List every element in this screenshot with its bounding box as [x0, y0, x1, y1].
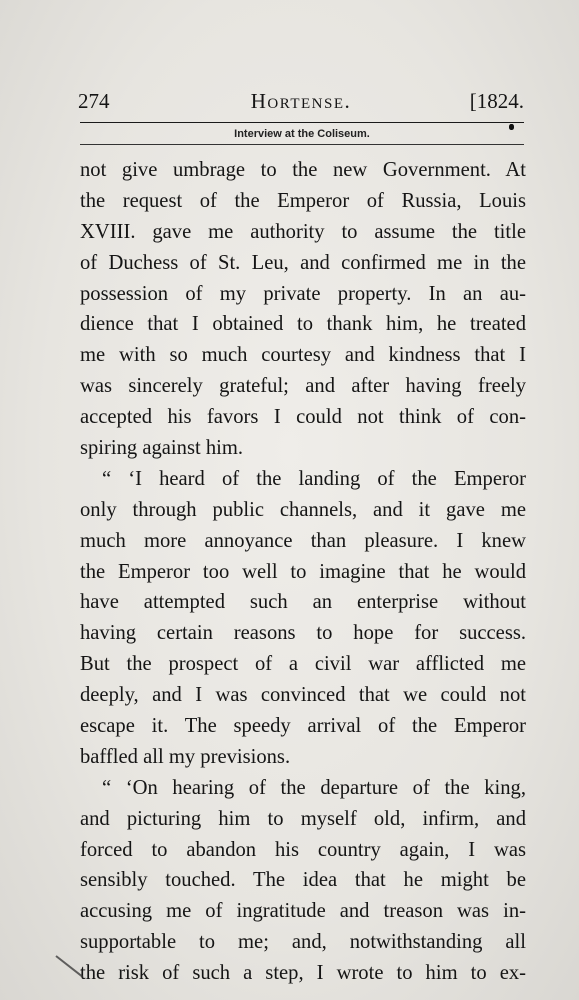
body-text [80, 155, 526, 989]
running-head [78, 86, 524, 116]
text-line: accusing me of ingratitude and treason was in- [80, 900, 526, 923]
text-line: sensibly touched. The idea that he might be [80, 869, 526, 892]
text-line: of Duchess of St. Leu, and confirmed me in the [80, 251, 526, 274]
header-rule [80, 122, 524, 123]
year-marker: [1824. [469, 89, 524, 113]
text-line: dience that I obtained to thank him, he treated [80, 313, 526, 336]
subhead-rule [80, 144, 524, 145]
section-title: Interview at the Coliseum. [234, 128, 370, 140]
text-line: accepted his favors I could not think of con- [80, 406, 526, 429]
text-line: spiring against him. [80, 437, 244, 460]
text-line: not give umbrage to the new Government. At [80, 159, 526, 181]
text-line: “ ‘On hearing of the departure of the king, [102, 776, 526, 799]
text-line: the request of the Emperor of Russia, Louis [80, 189, 526, 212]
text-line: “ ‘I heard of the landing of the Emperor [102, 467, 526, 490]
text-line: deeply, and I was convinced that we could not [80, 684, 526, 707]
text-line: forced to abandon his country again, I was [80, 838, 526, 861]
text-line: the Emperor too well to imagine that he would [80, 560, 526, 583]
text-line: was sincerely grateful; and after having freely [80, 375, 526, 398]
text-line: having certain reasons to hope for success. [80, 622, 526, 645]
book-title: Hortense. [250, 89, 352, 113]
text-line: have attempted such an enterprise without [80, 591, 526, 614]
text-line: the risk of such a step, I wrote to him to ex- [80, 962, 526, 985]
text-line: me with so much courtesy and kindness that I [80, 344, 526, 367]
text-line: much more annoyance than pleasure. I knew [80, 529, 526, 552]
text-line: XVIII. gave me authority to assume the title [80, 220, 526, 243]
text-line: But the prospect of a civil war afflicted me [80, 653, 526, 676]
text-line: baffled all my previsions. [80, 745, 291, 768]
text-line: possession of my private property. In an au- [80, 282, 526, 305]
text-line: and picturing him to myself old, infirm, and [80, 807, 526, 830]
page-number: 274 [78, 89, 110, 113]
text-line: supportable to me; and, notwithstanding all [80, 931, 526, 954]
text-line: escape it. The speedy arrival of the Emperor [80, 715, 526, 738]
text-line: only through public channels, and it gave me [80, 498, 526, 521]
